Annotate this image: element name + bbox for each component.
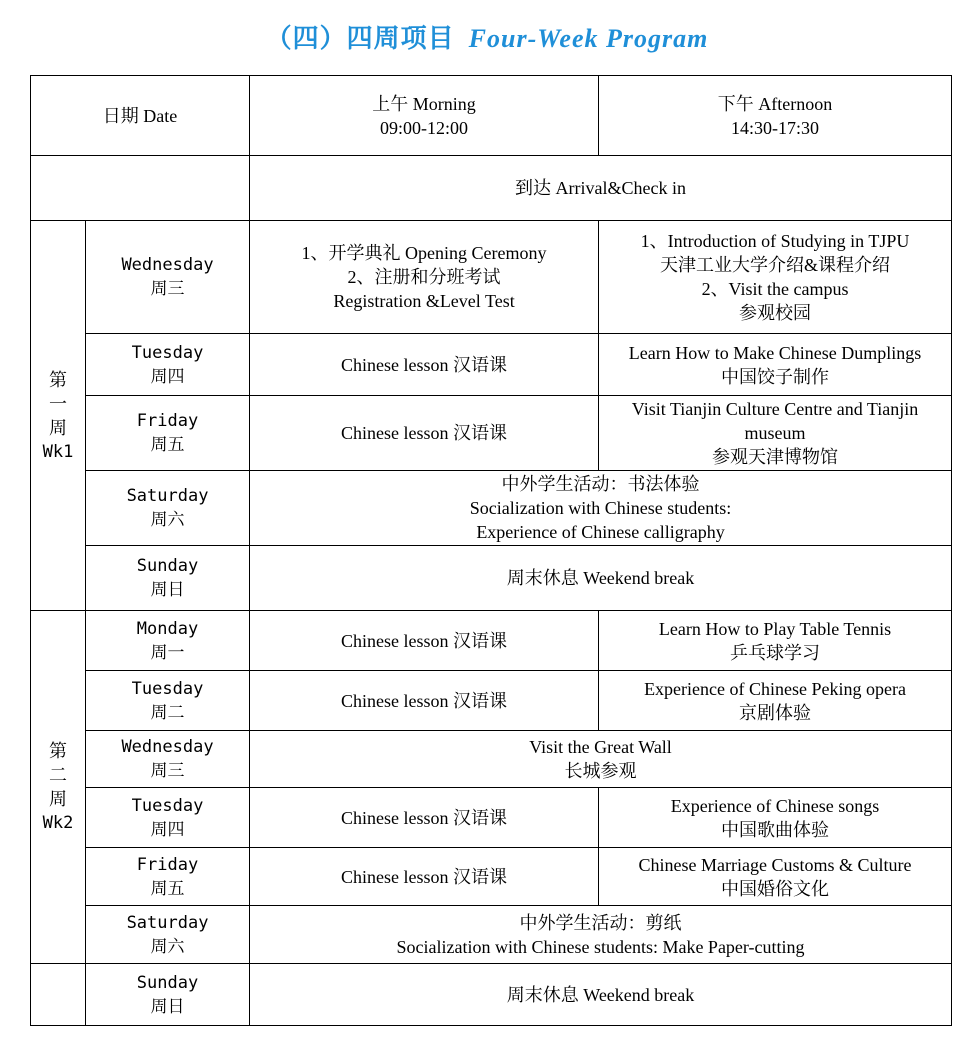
afternoon-cell	[599, 334, 952, 396]
cell-line: 天津工业大学介绍&课程介绍	[660, 255, 891, 275]
cell-line: Chinese lesson 汉语课	[341, 866, 508, 887]
day-cell	[86, 848, 250, 906]
morning-cell	[250, 221, 599, 334]
schedule-row	[31, 396, 952, 471]
cell-line: 乒乓球学习	[730, 642, 821, 663]
cell-line: Chinese Marriage Customs & Culture	[638, 854, 912, 875]
day-cn: 周三	[150, 761, 185, 781]
cell-line: Learn How to Play Table Tennis	[658, 618, 892, 639]
afternoon-cell	[599, 396, 952, 471]
cell-line: 长城参观	[564, 761, 637, 781]
cell-line: 参观校园	[739, 303, 812, 323]
day-cn: 周一	[150, 642, 185, 663]
cell-line: Experience of Chinese Peking opera	[644, 678, 906, 699]
day-cell	[86, 334, 250, 396]
morning-cell	[250, 788, 599, 848]
final-row	[31, 964, 952, 1026]
title-cn: （四）四周项目	[265, 24, 455, 54]
cell-line: 2、Visit the campus	[701, 279, 849, 299]
schedule-row	[31, 671, 952, 731]
final-week-cell	[31, 964, 86, 1026]
arrival-cell	[250, 156, 952, 221]
page-title	[0, 18, 974, 55]
week-label-line: 第	[49, 741, 67, 761]
header-date	[31, 76, 250, 156]
cell-line: 中外学生活动：剪纸	[519, 912, 682, 933]
cell-line: Chinese lesson 汉语课	[341, 690, 508, 711]
cell-line: 周末休息 Weekend break	[506, 984, 695, 1005]
day-en: Monday	[136, 618, 199, 639]
cell-line: 中外学生活动：书法体验	[501, 474, 700, 494]
day-cell	[86, 788, 250, 848]
day-en: Tuesday	[131, 678, 204, 699]
day-en: Wednesday	[121, 737, 214, 757]
week-label-line: 周	[49, 417, 67, 438]
title-en: Four-Week Program	[468, 24, 709, 53]
activity-full-cell	[250, 471, 952, 546]
schedule-row	[31, 731, 952, 788]
arrival-date-cell	[31, 156, 250, 221]
morning-cell	[250, 611, 599, 671]
week-label-line: 一	[49, 393, 67, 414]
morning-cell	[250, 396, 599, 471]
day-en: Saturday	[126, 486, 209, 506]
afternoon-cell	[599, 848, 952, 906]
day-en: Sunday	[136, 556, 199, 576]
header-morning-label: 上午 Morning	[372, 93, 476, 114]
cell-line: Socialization with Chinese students: Make Paper-cutting	[396, 936, 805, 957]
schedule-row	[31, 334, 952, 396]
cell-line: 京剧体验	[739, 702, 812, 723]
week1-label	[31, 221, 86, 611]
day-cell	[86, 546, 250, 611]
day-cell	[86, 671, 250, 731]
cell-line: 1、开学典礼 Opening Ceremony	[301, 243, 547, 263]
day-cell	[86, 221, 250, 334]
cell-line: museum	[744, 423, 806, 443]
cell-line: 中国歌曲体验	[721, 819, 830, 840]
schedule-row	[31, 788, 952, 848]
morning-cell	[250, 334, 599, 396]
schedule-row	[31, 546, 952, 611]
cell-line: Visit Tianjin Culture Centre and Tianjin	[631, 399, 919, 419]
schedule-row	[31, 471, 952, 546]
schedule-table	[30, 75, 952, 1026]
week-label-line: 周	[49, 789, 67, 809]
day-cn: 周六	[150, 936, 185, 957]
schedule-row	[31, 221, 952, 334]
day-en: Friday	[136, 854, 199, 875]
day-cell	[86, 906, 250, 964]
day-cn: 周二	[150, 702, 185, 723]
header-morning	[250, 76, 599, 156]
morning-cell	[250, 671, 599, 731]
day-cn: 周五	[150, 435, 185, 455]
cell-line: Chinese lesson 汉语课	[341, 423, 508, 443]
day-cn: 周四	[150, 819, 185, 840]
cell-line: 中国饺子制作	[721, 366, 830, 387]
week-label-line: Wk2	[42, 813, 74, 833]
afternoon-cell	[599, 671, 952, 731]
afternoon-cell	[599, 221, 952, 334]
day-cn: 周四	[150, 366, 185, 387]
day-en: Tuesday	[131, 795, 204, 816]
day-cell	[86, 964, 250, 1026]
cell-line: 周末休息 Weekend break	[506, 568, 695, 588]
cell-line: 参观天津博物馆	[712, 447, 839, 467]
afternoon-cell	[599, 788, 952, 848]
header-afternoon-label: 下午 Afternoon	[717, 93, 833, 114]
day-cn: 周三	[150, 279, 185, 299]
activity-full-cell	[250, 546, 952, 611]
morning-cell	[250, 848, 599, 906]
day-cn: 周日	[150, 580, 185, 600]
header-date-label: 日期 Date	[102, 105, 178, 126]
activity-full-cell	[250, 964, 952, 1026]
day-cn: 周日	[150, 996, 185, 1017]
schedule-body	[31, 76, 952, 1026]
schedule-row	[31, 906, 952, 964]
day-en: Saturday	[126, 912, 209, 933]
cell-line: 2、注册和分班考试	[347, 267, 501, 287]
day-cn: 周五	[150, 878, 185, 899]
schedule-row	[31, 611, 952, 671]
arrival-label: 到达 Arrival&Check in	[515, 178, 686, 198]
day-cell	[86, 731, 250, 788]
schedule-row	[31, 848, 952, 906]
cell-line: Chinese lesson 汉语课	[341, 807, 508, 828]
cell-line: Experience of Chinese calligraphy	[476, 522, 725, 542]
day-cell	[86, 471, 250, 546]
cell-line: Socialization with Chinese students:	[469, 498, 732, 518]
day-en: Sunday	[136, 972, 199, 993]
header-afternoon	[599, 76, 952, 156]
arrival-row	[31, 156, 952, 221]
day-cn: 周六	[150, 510, 185, 530]
week2-label	[31, 611, 86, 964]
day-cell	[86, 396, 250, 471]
cell-line: 1、Introduction of Studying in TJPU	[640, 231, 910, 251]
cell-line: Visit the Great Wall	[529, 737, 672, 757]
day-en: Friday	[136, 411, 199, 431]
cell-line: Chinese lesson 汉语课	[341, 354, 508, 375]
week-label-line: 第	[49, 369, 67, 390]
header-row	[31, 76, 952, 156]
activity-full-cell	[250, 731, 952, 788]
cell-line: Experience of Chinese songs	[670, 795, 880, 816]
header-afternoon-time: 14:30-17:30	[731, 117, 820, 138]
cell-line: Registration &Level Test	[333, 291, 515, 311]
cell-line: 中国婚俗文化	[721, 878, 830, 899]
week-label-line: 二	[49, 765, 67, 785]
day-en: Wednesday	[121, 255, 214, 275]
day-en: Tuesday	[131, 342, 204, 363]
week-label-line: Wk1	[42, 441, 74, 462]
afternoon-cell	[599, 611, 952, 671]
activity-full-cell	[250, 906, 952, 964]
cell-line: Chinese lesson 汉语课	[341, 630, 508, 651]
header-morning-time: 09:00-12:00	[380, 117, 469, 138]
cell-line: Learn How to Make Chinese Dumplings	[628, 342, 922, 363]
day-cell	[86, 611, 250, 671]
